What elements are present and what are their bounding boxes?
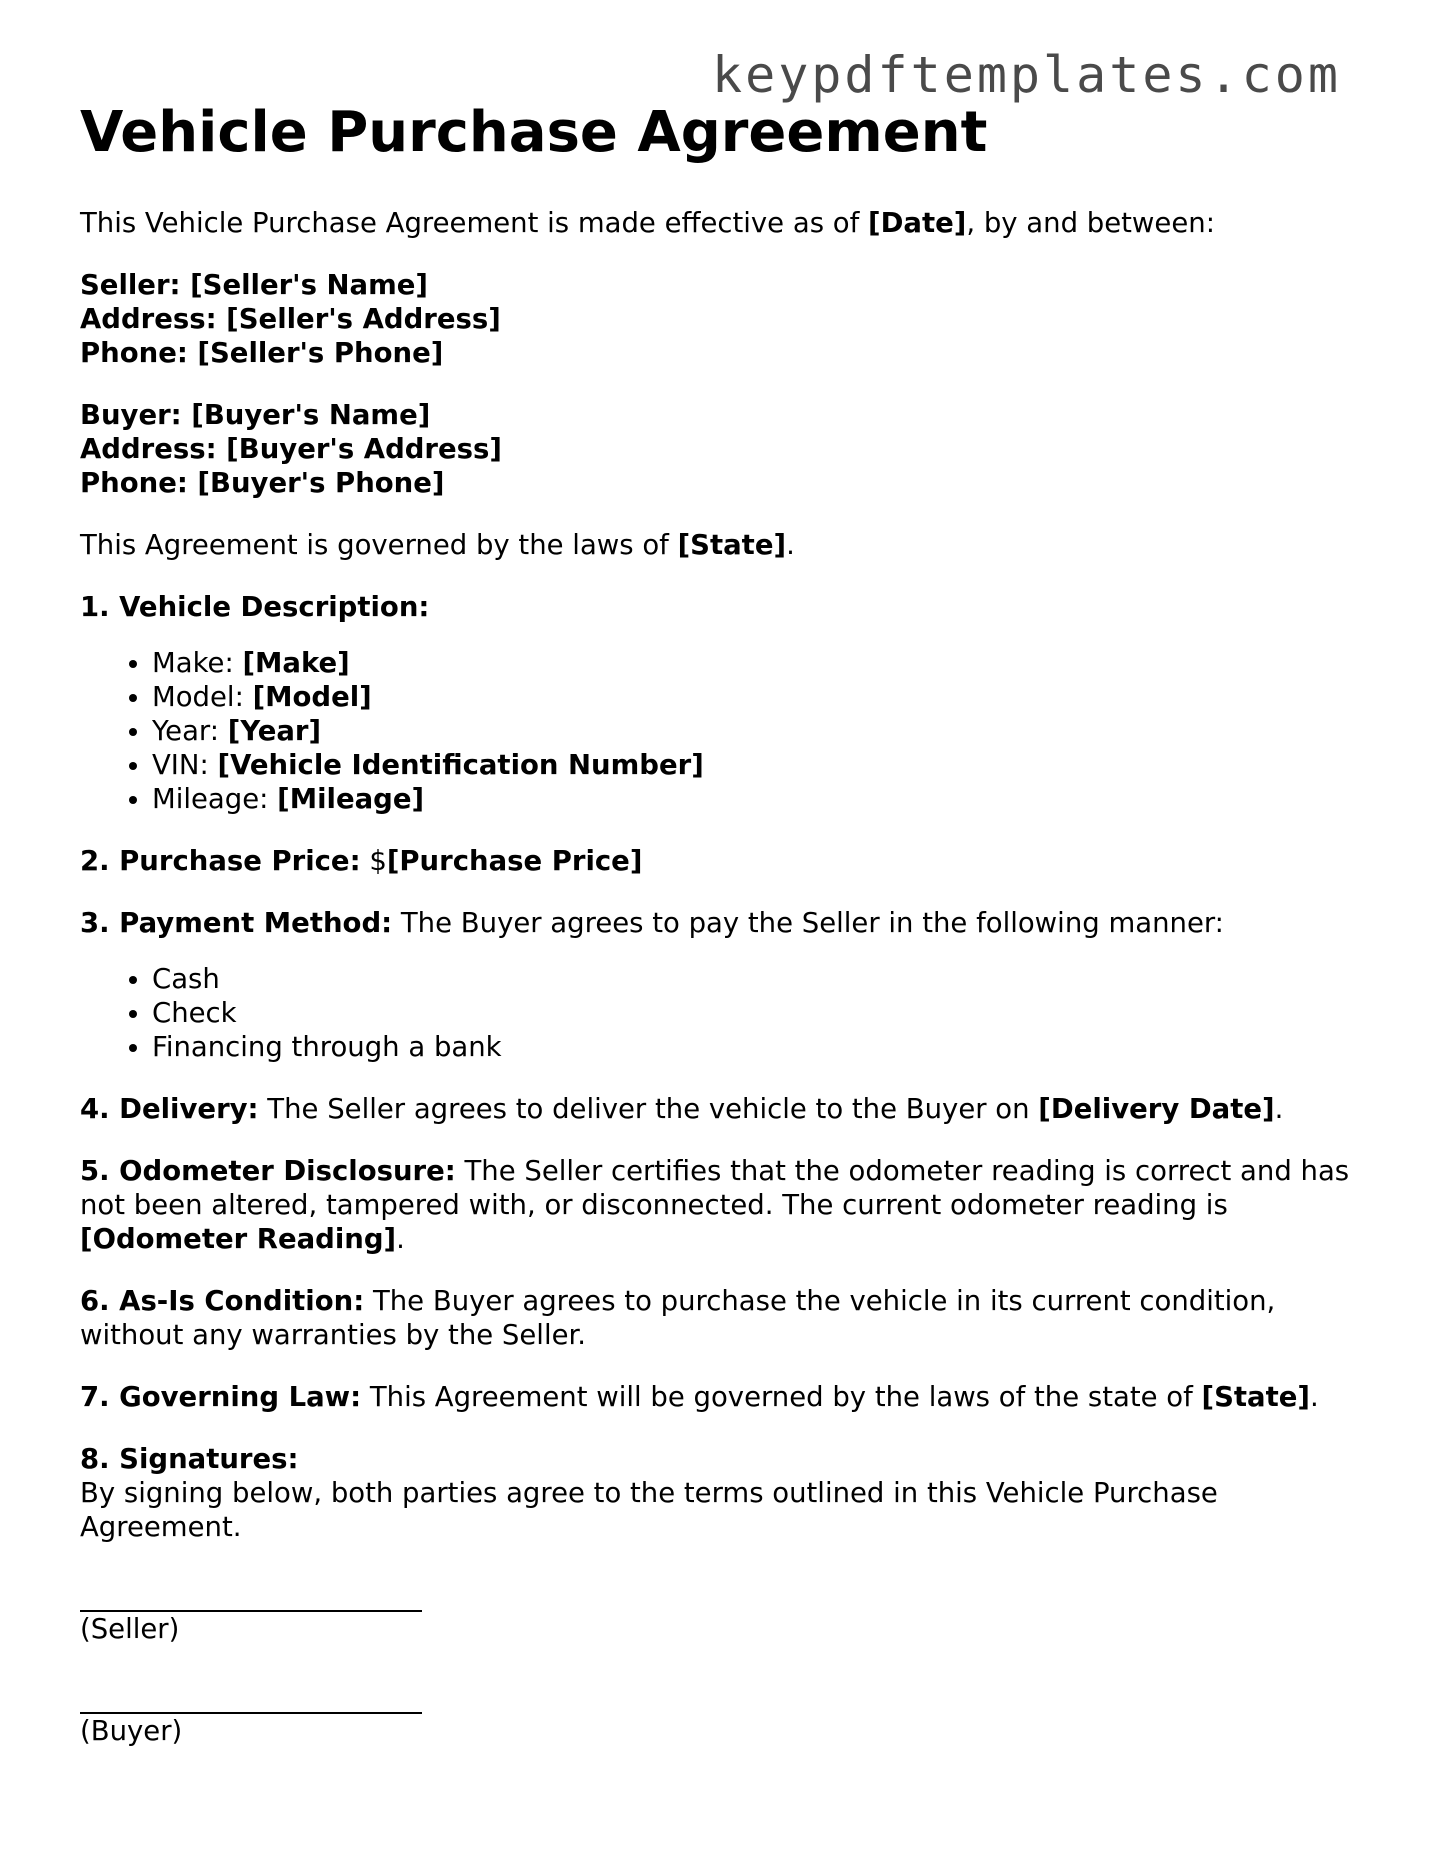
section-8-text: By signing below, both parties agree to the terms outlined in this Vehicle Purchase Agreement. bbox=[80, 1477, 1218, 1543]
list-item: • Check bbox=[152, 996, 1370, 1030]
buyer-signature-line[interactable] bbox=[80, 1686, 422, 1714]
buyer-signature bbox=[80, 1686, 1370, 1748]
section-2-title: 2. Purchase Price: bbox=[80, 845, 361, 877]
section-4-title: 4. Delivery: bbox=[80, 1093, 259, 1125]
section-4-end: . bbox=[1274, 1093, 1284, 1125]
intro-paragraph bbox=[80, 206, 1370, 240]
state-placeholder: [State] bbox=[677, 529, 787, 561]
make-value: [Make] bbox=[242, 647, 350, 679]
buyer-signature-label: (Buyer) bbox=[80, 1715, 183, 1747]
governed-text: This Agreement is governed by the laws of bbox=[80, 529, 678, 561]
section-5-end: . bbox=[396, 1223, 405, 1255]
year-value: [Year] bbox=[227, 715, 322, 747]
list-item bbox=[152, 748, 1370, 782]
section-3-text: The Buyer agrees to pay the Seller in the following manner: bbox=[392, 907, 1224, 939]
list-item bbox=[152, 782, 1370, 816]
date-placeholder: [Date] bbox=[868, 207, 967, 239]
section-4-text: The Seller agrees to deliver the vehicle to the Buyer on bbox=[258, 1093, 1039, 1125]
seller-signature bbox=[80, 1584, 1370, 1646]
vehicle-description-list bbox=[80, 646, 1370, 816]
section-1-title: 1. Vehicle Description: bbox=[80, 591, 430, 623]
seller-signature-label: (Seller) bbox=[80, 1613, 180, 1645]
odometer-placeholder: [Odometer Reading] bbox=[80, 1223, 397, 1255]
make-label: Make: bbox=[152, 647, 243, 679]
list-item bbox=[152, 646, 1370, 680]
buyer-name: Buyer: [Buyer's Name] bbox=[80, 399, 431, 431]
dollar-sign: $ bbox=[360, 845, 387, 877]
buyer-address: Address: [Buyer's Address] bbox=[80, 433, 502, 465]
purchase-price-placeholder: [Purchase Price] bbox=[386, 845, 643, 877]
section-5 bbox=[80, 1154, 1370, 1256]
section-6-text: The Buyer agrees to purchase the vehicle in its current condition, without any warranties by the Seller. bbox=[80, 1285, 1276, 1351]
seller-address: Address: [Seller's Address] bbox=[80, 303, 501, 335]
model-label: Model: bbox=[152, 681, 253, 713]
section-5-title: 5. Odometer Disclosure: bbox=[80, 1155, 456, 1187]
mileage-label: Mileage: bbox=[152, 783, 278, 815]
section-6 bbox=[80, 1284, 1370, 1352]
section-5-text: The Seller certifies that the odometer reading is correct and has not been altered, tampered with, or disconnected. The current odometer reading is bbox=[80, 1155, 1350, 1221]
section-4 bbox=[80, 1092, 1370, 1126]
buyer-phone: Phone: [Buyer's Phone] bbox=[80, 467, 445, 499]
mileage-value: [Mileage] bbox=[277, 783, 425, 815]
year-label: Year: bbox=[152, 715, 228, 747]
seller-block bbox=[80, 268, 1370, 370]
section-8 bbox=[80, 1442, 1370, 1544]
page-title: Vehicle Purchase Agreement bbox=[80, 100, 988, 165]
intro-text-end: , by and between: bbox=[966, 207, 1215, 239]
seller-signature-line[interactable] bbox=[80, 1584, 422, 1612]
section-7 bbox=[80, 1380, 1370, 1414]
buyer-block bbox=[80, 398, 1370, 500]
list-item: • Cash bbox=[152, 962, 1370, 996]
document-page bbox=[80, 98, 1370, 1748]
watermark: keypdftemplates.com bbox=[712, 46, 1341, 104]
delivery-date-placeholder: [Delivery Date] bbox=[1038, 1093, 1275, 1125]
section-7-text: This Agreement will be governed by the laws of the state of bbox=[361, 1381, 1202, 1413]
seller-name: Seller: [Seller's Name] bbox=[80, 269, 428, 301]
section-3-title: 3. Payment Method: bbox=[80, 907, 393, 939]
section-1-heading bbox=[80, 590, 1370, 624]
governed-text-end: . bbox=[786, 529, 795, 561]
section-6-title: 6. As-Is Condition: bbox=[80, 1285, 365, 1317]
model-value: [Model] bbox=[252, 681, 372, 713]
section-7-title: 7. Governing Law: bbox=[80, 1381, 362, 1413]
governed-paragraph bbox=[80, 528, 1370, 562]
payment-method-list bbox=[80, 962, 1370, 1064]
seller-phone: Phone: [Seller's Phone] bbox=[80, 337, 444, 369]
vin-label: VIN: bbox=[152, 749, 218, 781]
section-3 bbox=[80, 906, 1370, 940]
state-placeholder-2: [State] bbox=[1201, 1381, 1310, 1413]
section-8-title: 8. Signatures: bbox=[80, 1443, 299, 1475]
list-item bbox=[152, 714, 1370, 748]
list-item bbox=[152, 680, 1370, 714]
intro-text: This Vehicle Purchase Agreement is made effective as of bbox=[80, 207, 869, 239]
vin-value: [Vehicle Identification Number] bbox=[217, 749, 704, 781]
section-2 bbox=[80, 844, 1370, 878]
section-7-end: . bbox=[1309, 1381, 1319, 1413]
list-item: • Financing through a bank bbox=[152, 1030, 1370, 1064]
